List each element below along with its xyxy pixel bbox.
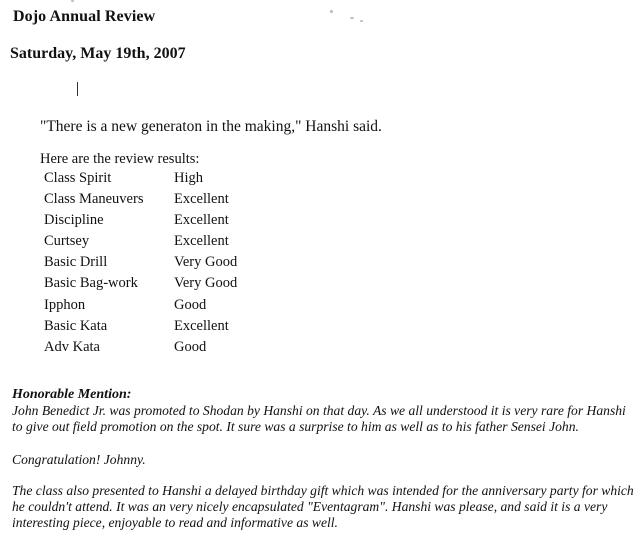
scan-speck	[330, 10, 333, 13]
honorable-mention-heading: Honorable Mention:	[12, 387, 132, 402]
result-rating: Excellent	[174, 233, 229, 250]
result-rating: Very Good	[174, 275, 238, 292]
result-row	[44, 191, 344, 212]
result-rating: Excellent	[174, 317, 229, 334]
document-date: Saturday, May 19th, 2007	[10, 45, 186, 62]
result-category: Discipline	[44, 212, 104, 229]
result-row	[44, 212, 344, 233]
result-row	[44, 233, 344, 254]
result-category: Ipphon	[44, 296, 86, 313]
result-rating: Excellent	[174, 191, 229, 208]
result-row	[44, 339, 344, 360]
scan-speck	[360, 20, 363, 22]
result-category: Basic Drill	[44, 254, 108, 271]
result-rating: Excellent	[174, 212, 229, 229]
result-row	[44, 318, 344, 339]
closing-paragraph: The class also presented to Hanshi a delayed birthday gift which was intended for the anniversary party for which he couldn't attend. It was an very nicely encapsulated "Eventagram". Hanshi was please, and said it is a very interesting piece, enjoyable to read and informative as well.	[12, 483, 634, 530]
hanshi-quote: "There is a new generaton in the making," Hanshi said.	[40, 118, 382, 135]
result-row	[44, 275, 344, 296]
result-category: Class Spirit	[44, 170, 112, 186]
result-category: Adv Kata	[44, 338, 100, 355]
results-list	[44, 170, 344, 360]
congratulation-line: Congratulation! Johnny.	[12, 452, 146, 467]
result-rating: Good	[174, 338, 207, 355]
text-cursor-mark	[77, 82, 78, 96]
scan-speck	[71, 0, 74, 2]
document-title: Dojo Annual Review	[13, 8, 156, 25]
result-row	[44, 254, 344, 275]
result-rating: Very Good	[174, 254, 238, 271]
result-rating: High	[174, 170, 203, 186]
honorable-mention-paragraph: John Benedict Jr. was promoted to Shodan by Hanshi on that day. As we all understood it is very rare for Hanshi to give out field promotion on the spot. It sure was a surprise to him as well as to his father Sensei John.	[12, 403, 626, 434]
result-category: Basic Kata	[44, 317, 108, 334]
results-intro: Here are the review results:	[40, 151, 200, 167]
result-row	[44, 297, 344, 318]
result-category: Class Maneuvers	[44, 191, 144, 208]
scan-speck	[350, 17, 354, 19]
result-rating: Good	[174, 296, 207, 313]
result-category: Basic Bag-work	[44, 275, 138, 292]
result-category: Curtsey	[44, 233, 90, 250]
result-row	[44, 170, 344, 191]
